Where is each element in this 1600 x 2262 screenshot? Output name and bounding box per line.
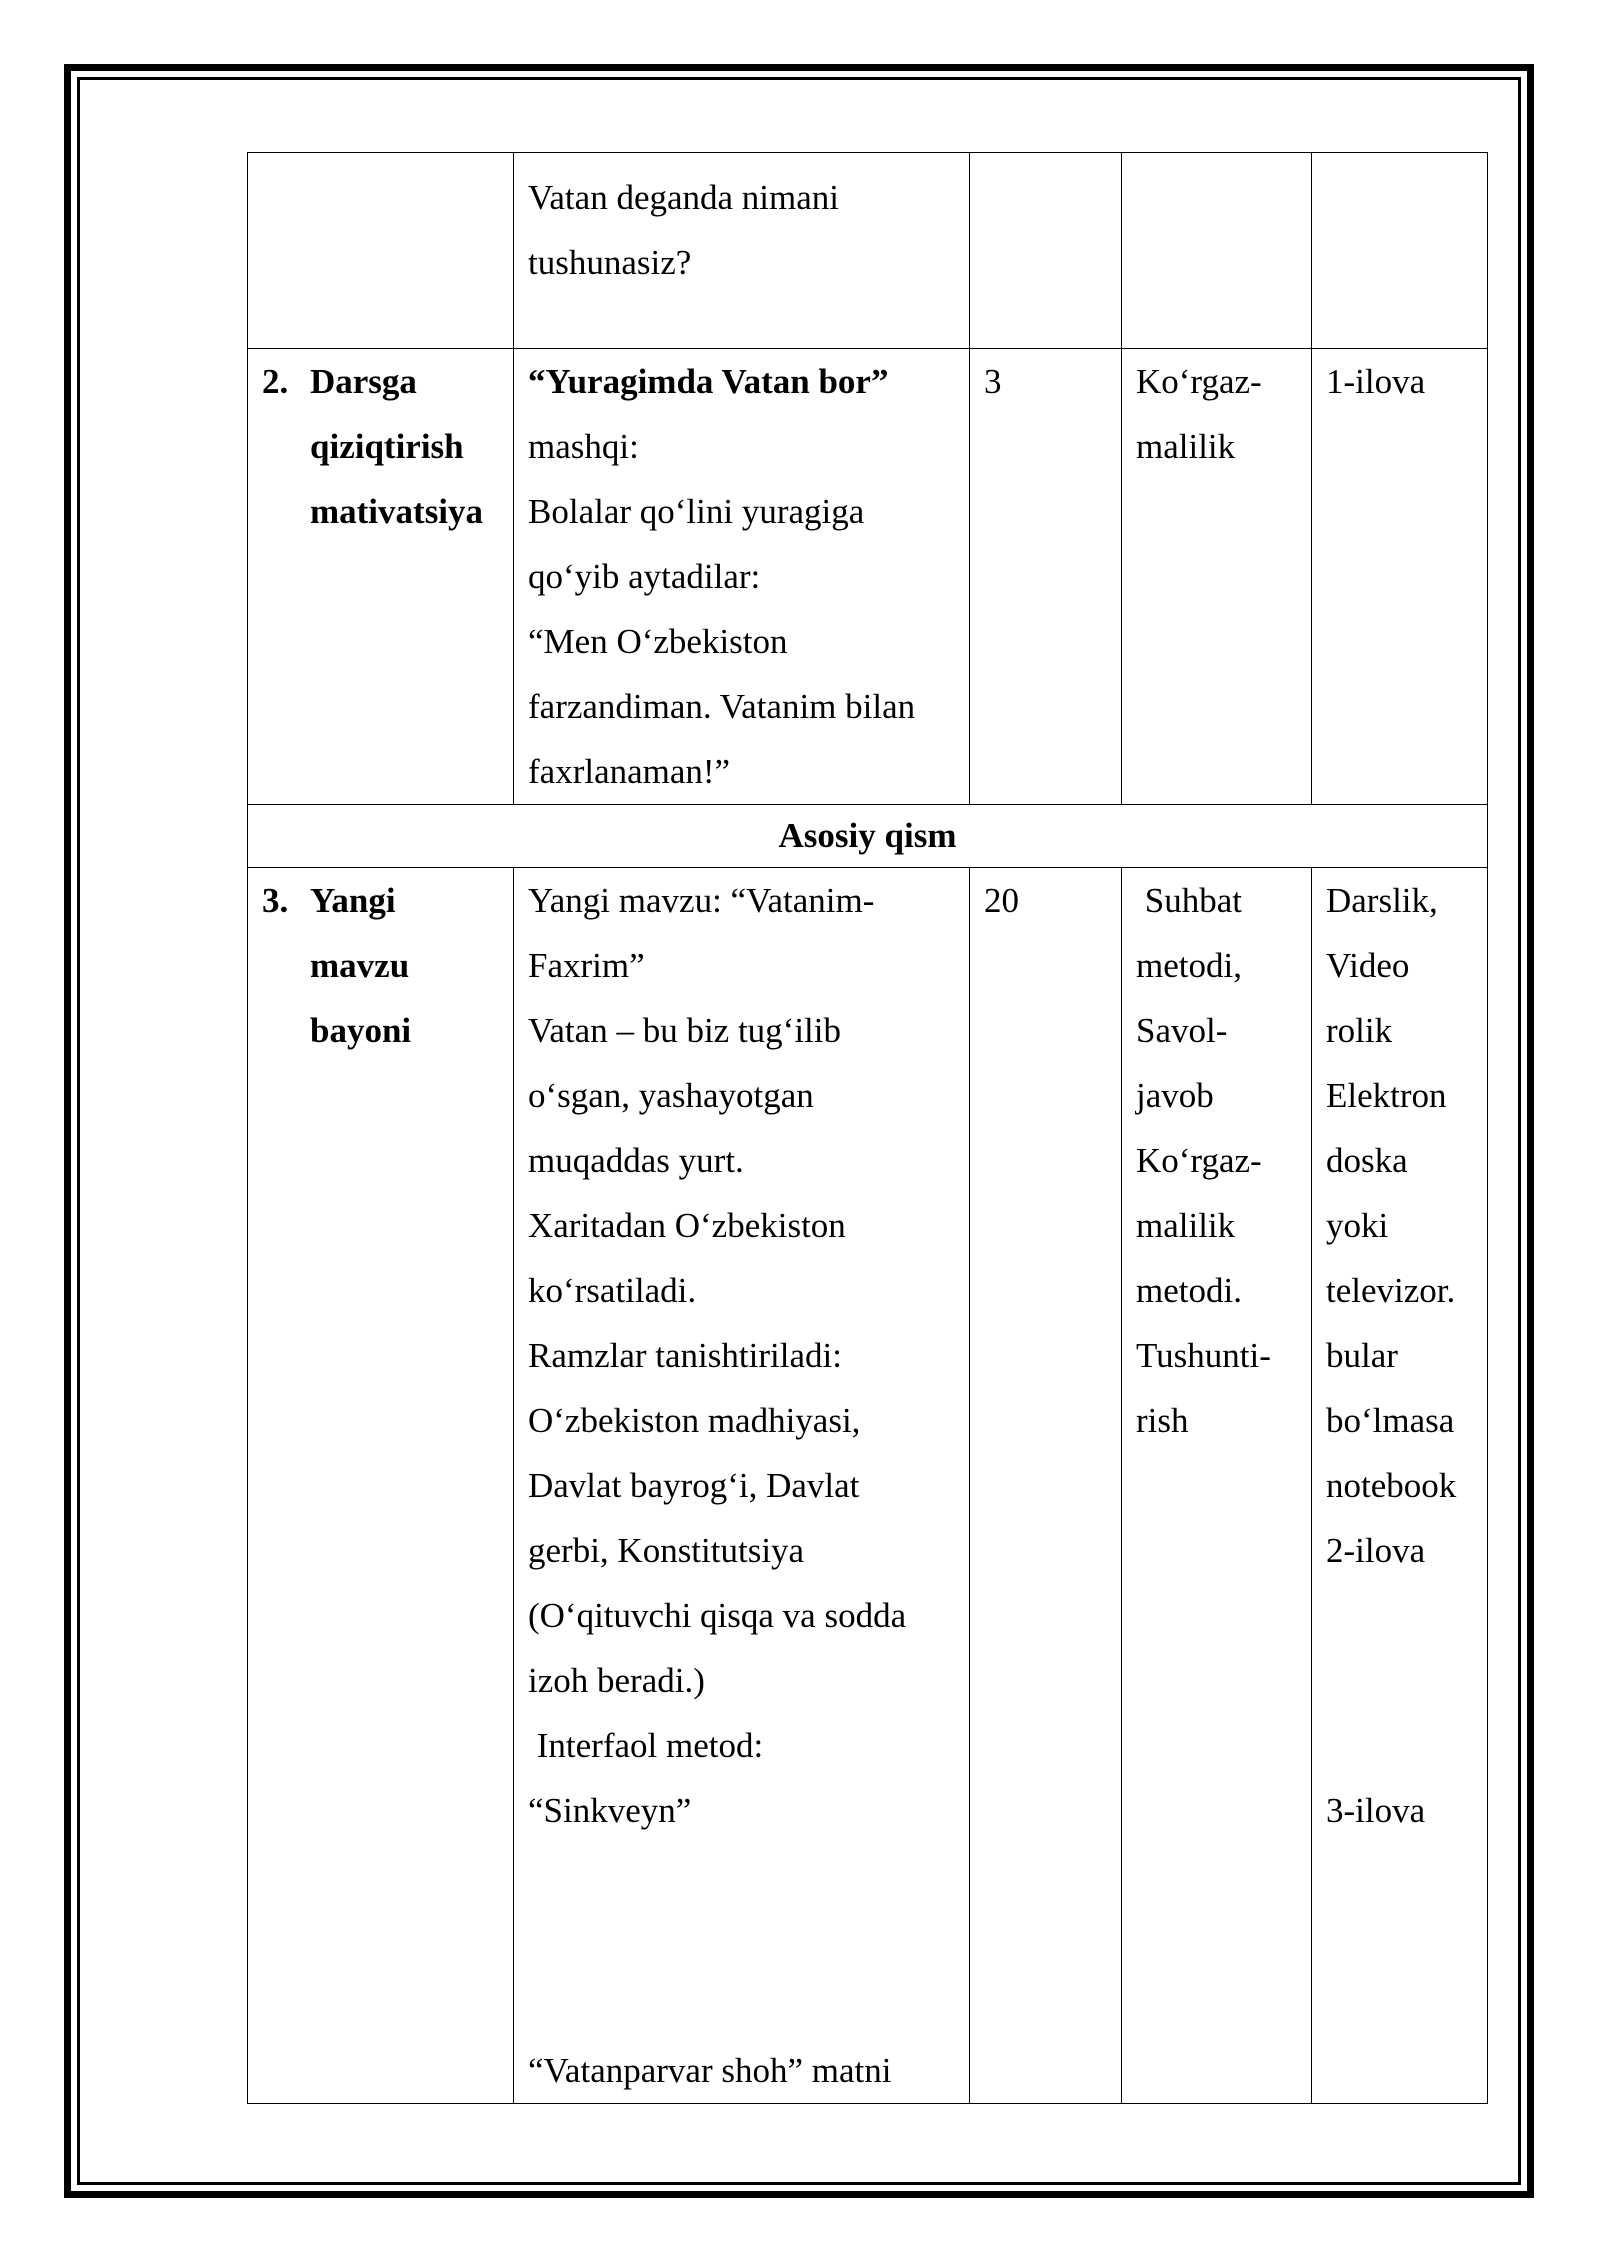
stage-name-line: Yangi [310,881,396,920]
content-line: “Vatanparvar shoh” matni [528,2051,892,2090]
content-cell [514,868,970,2104]
lesson-plan-table [247,152,1488,2104]
content-line: Vatan – bu biz tug‘ilib [528,1011,842,1050]
resources-cell [1312,153,1488,349]
spacer [528,1908,955,1973]
table-row [248,153,1488,349]
resource-line: Video [1326,946,1410,985]
content-line: “Men O‘zbekiston [528,622,788,661]
resource-line: bular [1326,1336,1398,1375]
method-cell [1122,868,1312,2104]
content-line: Bolalar qo‘lini yuragiga [528,492,865,531]
method-line: Ko‘rgaz- [1136,1141,1262,1180]
resources-cell [1312,868,1488,2104]
content-line: mashqi: [528,427,639,466]
section-heading: Asosiy qism [248,805,1488,868]
content-line: qo‘yib aytadilar: [528,557,761,596]
method-line: Ko‘rgaz- [1136,362,1262,401]
content-line: Yangi mavzu: “Vatanim- [528,881,875,920]
content-line: Interfaol metod: [528,1726,764,1765]
stage-cell [248,349,514,805]
stage-name-line: qiziqtirish [310,427,464,466]
exercise-title: “Yuragimda Vatan bor” [528,362,889,401]
stage-name-line: bayoni [310,1011,412,1050]
time-cell [970,153,1122,349]
content-line: tushunasiz? [528,243,692,282]
resource-line: 3-ilova [1326,1791,1426,1830]
resource-line: notebook [1326,1466,1457,1505]
stage-cell [248,868,514,2104]
content-cell [514,349,970,805]
method-line: metodi. [1136,1271,1242,1310]
resource-line: televizor. [1326,1271,1456,1310]
content-line: Vatan deganda nimani [528,178,840,217]
stage-name-line: mativatsiya [310,492,484,531]
resource-line: yoki [1326,1206,1389,1245]
time-value: 20 [984,881,1019,920]
method-line: rish [1136,1401,1189,1440]
content-cell [514,153,970,349]
method-line: malilik [1136,1206,1236,1245]
method-line: Tushunti- [1136,1336,1271,1375]
content-line: farzandiman. Vatanim bilan [528,687,916,726]
stage-name-line: mavzu [310,946,410,985]
content-line: faxrlanaman!” [528,752,731,791]
method-line: Savol- [1136,1011,1228,1050]
content-line: ko‘rsatiladi. [528,1271,697,1310]
method-cell [1122,349,1312,805]
spacer [1326,1713,1473,1778]
content-line: Davlat bayrog‘i, Davlat [528,1466,860,1505]
content-line: o‘sgan, yashayotgan [528,1076,814,1115]
content-line: Faxrim” [528,946,645,985]
method-cell [1122,153,1312,349]
content-line: muqaddas yurt. [528,1141,744,1180]
content-line: Ramzlar tanishtiriladi: [528,1336,842,1375]
method-line: javob [1136,1076,1214,1115]
method-line: metodi, [1136,946,1242,985]
content-line: (O‘qituvchi qisqa va sodda [528,1596,907,1635]
time-value: 3 [984,362,1002,401]
stage-cell [248,153,514,349]
content-line: O‘zbekiston madhiyasi, [528,1401,861,1440]
spacer [528,1973,955,2038]
stage-number: 3. [262,881,289,920]
table-row [248,805,1488,868]
spacer [528,1843,955,1908]
stage-number: 2. [262,362,289,401]
resource-line: doska [1326,1141,1408,1180]
table-row [248,349,1488,805]
resource-line: Darslik, [1326,881,1438,920]
time-cell [970,868,1122,2104]
resource-line: 2-ilova [1326,1531,1426,1570]
content-line: gerbi, Konstitutsiya [528,1531,805,1570]
resource-line: rolik [1326,1011,1393,1050]
spacer [1326,1648,1473,1713]
stage-name-line: Darsga [310,362,417,401]
content-line: Xaritadan O‘zbekiston [528,1206,846,1245]
content-line: “Sinkveyn” [528,1791,692,1830]
method-line: Suhbat [1136,881,1242,920]
content-line: izoh beradi.) [528,1661,705,1700]
spacer [1326,1583,1473,1648]
resource-line: Elektron [1326,1076,1447,1115]
table-row [248,868,1488,2104]
resource-line: bo‘lmasa [1326,1401,1455,1440]
resources-cell [1312,349,1488,805]
time-cell [970,349,1122,805]
method-line: malilik [1136,427,1236,466]
resource-line: 1-ilova [1326,362,1426,401]
